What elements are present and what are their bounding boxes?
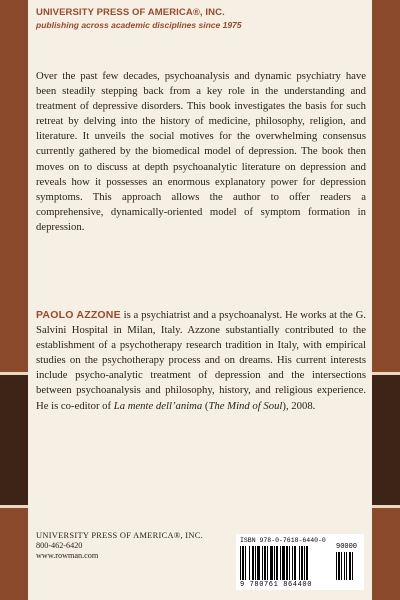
publisher-brand (36, 7, 242, 30)
bio-text: ( (202, 399, 209, 412)
right-band-dark (372, 372, 400, 508)
bio-book-title-english: The Mind of Soul (208, 399, 283, 412)
right-band-bottom (372, 508, 400, 600)
left-band-bottom (0, 508, 28, 600)
publisher-url: www.rowman.com (36, 551, 99, 560)
right-band-divider (372, 372, 400, 375)
bio-text: ), 2008. (282, 399, 316, 412)
left-decorative-band (0, 0, 28, 600)
left-band-dark (0, 372, 28, 508)
right-decorative-band (372, 0, 400, 600)
author-bio (36, 308, 366, 414)
publisher-name: UNIVERSITY PRESS OF AMERICA®, INC. (36, 531, 204, 540)
brand-name: UNIVERSITY PRESS OF AMERICA®, INC. (36, 7, 225, 18)
barcode-bars (240, 546, 360, 580)
publisher-phone: 800-462-6420 (36, 541, 83, 550)
brand-tagline: publishing across academic disciplines since 1975 (36, 20, 242, 30)
right-band-top (372, 0, 400, 372)
barcode-digits: 9 780761 864400 (240, 581, 313, 589)
bio-book-title: La mente dell’anima (113, 399, 203, 412)
left-band-divider (0, 372, 28, 375)
right-band-divider (372, 505, 400, 508)
left-band-top (0, 0, 28, 372)
barcode (236, 534, 364, 590)
isbn-label: ISBN 978-0-7618-6440-0 (240, 537, 326, 544)
author-name: PAOLO AZZONE (36, 309, 121, 321)
book-description: Over the past few decades, psychoanalysis and dynamic psychiatry have been steadily stepping back from a key role in the understanding and treatment of depressive disorders. This book investigates the basis for such retreat by delving into the history of medicine, philosophy, religion, and literature. It unveils the social motives for the overwhelming consensus currently gathered by the biomedical model of depression. The book then moves on to discuss at depth psychoanalytic literature on depression and reveals how it possesses an enormous explanatory power for depression symptoms. This approach allows the author to offer readers a comprehensive, dynamically-oriented model of symptom formation in depression. (36, 70, 366, 233)
left-band-divider (0, 505, 28, 508)
bio-text: is a psychiatrist and a psychoanalyst. He works at the G. Salvini Hospital in Milan, Italy. Azzone substantially contributed to the establishment of a psychotherapy research tradition in Italy, with empirical studies on the psychotherapy process and on dreams. His current interests include psycho-analytic treatment of depression and the intersections between psychoanalysis and philosophy, history, and religious experience. He is co-editor of (36, 309, 366, 412)
publisher-info (36, 531, 203, 561)
price-code: 90000 (336, 543, 358, 551)
